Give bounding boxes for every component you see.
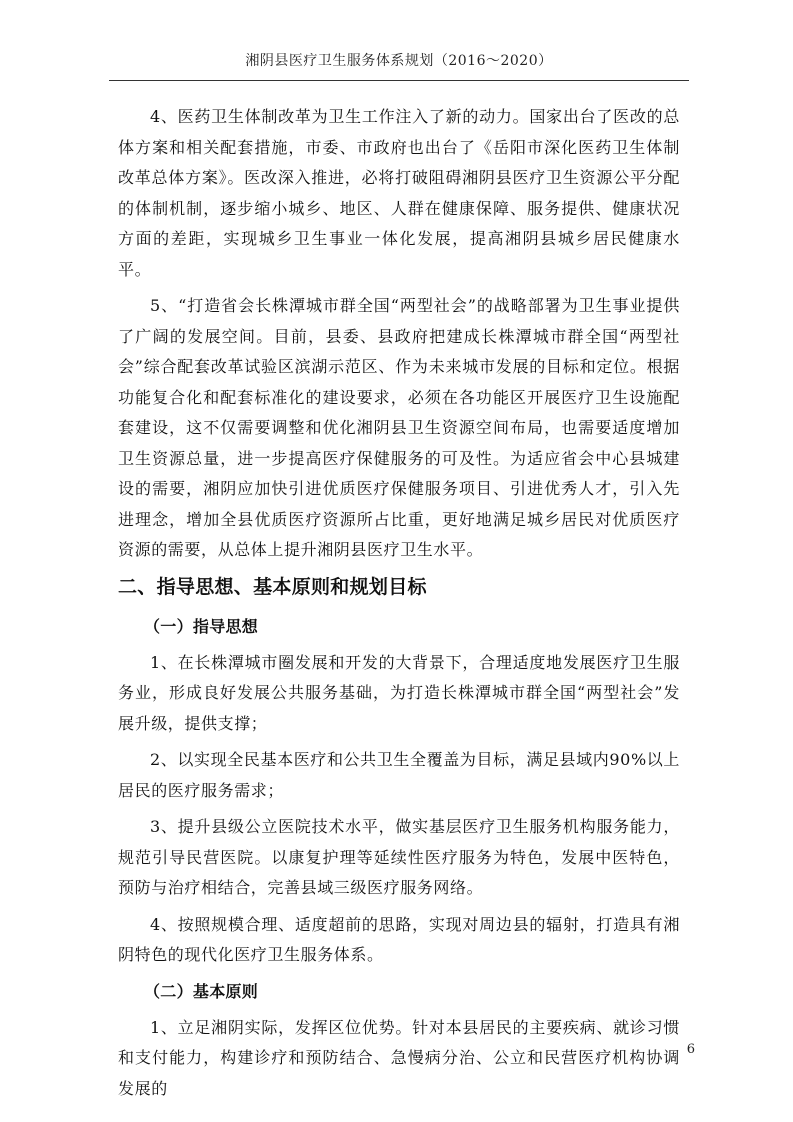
- paragraph-item-4: 4、医药卫生体制改革为卫生工作注入了新的动力。国家出台了医改的总体方案和相关配套措施，市委、市政府也出台了《岳阳市深化医药卫生体制改革总体方案》。医改深入推进，必将打破阻碍湘阴县医疗卫生资源公平分配的体制机制，逐步缩小城乡、地区、人群在健康保障、服务提供、健康状况方面的差距，实现城乡卫生事业一体化发展，提高湘阴县城乡居民健康水平。: [118, 107, 680, 279]
- guideline-item-3: 3、提升县级公立医院技术水平，做实基层医疗卫生服务机构服务能力，规范引导民营医院。以康复护理等延续性医疗服务为特色，发展中医特色，预防与治疗相结合，完善县域三级医疗服务网络。: [118, 817, 680, 897]
- section-heading-2: 二、指导思想、基本原则和规划目标: [118, 575, 427, 598]
- subsection-heading-basic-principles: （二）基本原则: [144, 981, 259, 1001]
- principle-item-1: 1、立足湘阴实际，发挥区位优势。针对本县居民的主要疾病、就诊习惯和支付能力，构建诊疗和预防结合、急慢病分治、公立和民营医疗机构协调发展的: [118, 1017, 680, 1098]
- page-number: 6: [686, 1042, 695, 1057]
- running-header: 湘阴县医疗卫生服务体系规划（2016～2020）: [245, 53, 553, 69]
- subsection-heading-guiding-ideology: （一）指导思想: [144, 616, 259, 636]
- page-body: [118, 102, 680, 1110]
- guideline-item-1: 1、在长株潭城市圈发展和开发的大背景下，合理适度地发展医疗卫生服务业，形成良好发展公共服务基础，为打造长株潭城市群全国“两型社会”发展升级，提供支撑；: [118, 652, 680, 733]
- header-rule: [109, 80, 689, 81]
- paragraph-item-5: 5、“打造省会长株潭城市群全国“两型社会”的战略部署为卫生事业提供了广阔的发展空间。目前，县委、县政府把建成长株潭城市群全国“两型社会”综合配套改革试验区滨湖示范区、作为未来城市发展的目标和定位。根据功能复合化和配套标准化的建设要求，必须在各功能区开展医疗卫生设施配套建设，这不仅需要调整和优化湘阴县卫生资源空间布局，也需要适度增加卫生资源总量，进一步提高医疗保健服务的可及性。为适应省会中心县城建设的需要，湘阴应加快引进优质医疗保健服务项目、引进优秀人才，引入先进理念，增加全县优质医疗资源所占比重，更好地满足城乡居民对优质医疗资源的需要，从总体上提升湘阴县医疗卫生水平。: [118, 296, 680, 559]
- guideline-item-2: 2、以实现全民基本医疗和公共卫生全覆盖为目标，满足县域内90%以上居民的医疗服务需求；: [118, 750, 680, 800]
- guideline-item-4: 4、按照规模合理、适度超前的思路，实现对周边县的辐射，打造具有湘阴特色的现代化医疗卫生服务体系。: [118, 914, 680, 964]
